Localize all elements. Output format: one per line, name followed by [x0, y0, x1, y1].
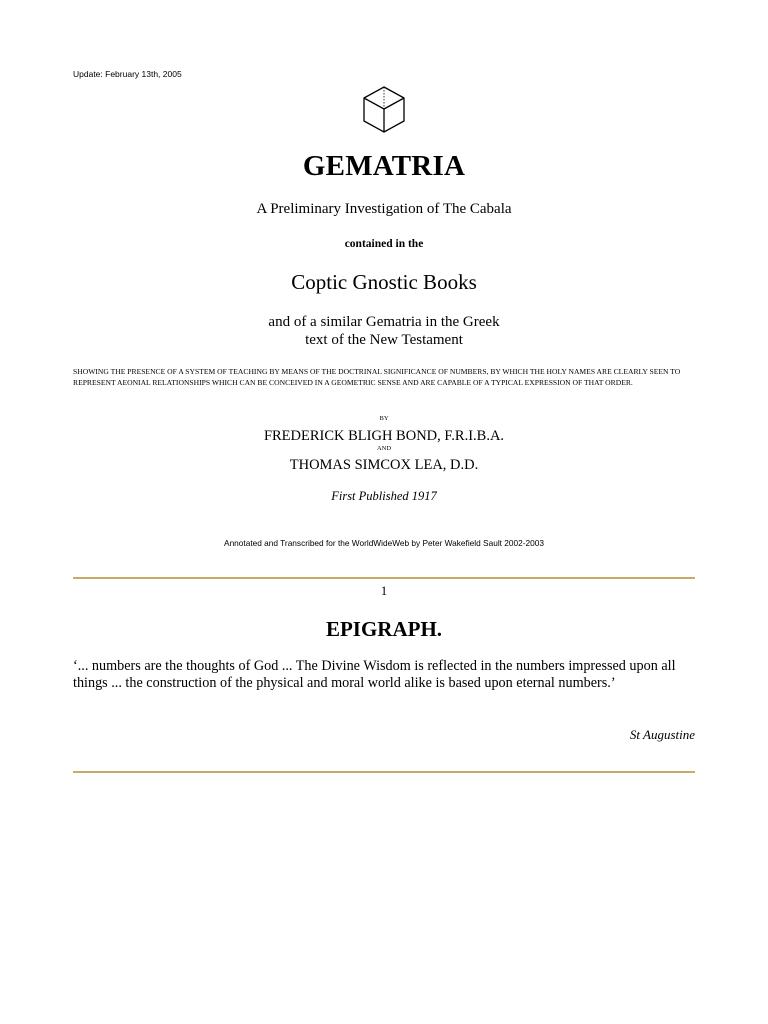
document-title: GEMATRIA [302, 150, 466, 182]
first-published: First Published 1917 [331, 489, 437, 503]
epigraph-attribution: St Augustine [629, 727, 695, 742]
epigraph-quote: ‘... numbers are the thoughts of God ... The Divine Wisdom is reflected in the numbers impressed upon all things ... the construction of the physical and moral world alike is based upon eternal numbers.’ [73, 658, 676, 691]
books-heading: Coptic Gnostic Books [291, 270, 477, 294]
document-page [73, 0, 695, 1024]
showing-description: SHOWING THE PRESENCE OF A SYSTEM OF TEACHING BY MEANS OF THE DOCTRINAL SIGNIFICANCE OF NUMBERS, BY WHICH THE HOLY NAMES ARE CLEARLY SEEN TO REPRESENT AEONIAL RELATIONSHIPS WHICH CAN BE CONCEIVED IN A GEOMETRIC SENSE AND ARE CAPABLE OF A TYPICAL EXPRESSION OF THAT ORDER. [73, 367, 681, 387]
and-label: AND [376, 445, 392, 452]
by-label: BY [379, 415, 389, 422]
similar-line-2: text of the New Testament [305, 332, 463, 348]
page-number: 1 [380, 584, 388, 598]
author-bond: FREDERICK BLIGH BOND, F.R.I.B.A. [263, 428, 505, 444]
author-lea: THOMAS SIMCOX LEA, D.D. [289, 457, 479, 473]
document-subtitle: A Preliminary Investigation of The Cabala [256, 201, 512, 217]
divider-top [73, 577, 695, 579]
similar-gematria [73, 313, 695, 349]
similar-line-1: and of a similar Gematria in the Greek [268, 314, 500, 330]
update-date: Update: February 13th, 2005 [73, 69, 182, 79]
divider-bottom [73, 771, 695, 773]
contained-label: contained in the [344, 238, 424, 250]
annotation-credit: Annotated and Transcribed for the WorldWideWeb by Peter Wakefield Sault 2002-2003 [224, 538, 544, 548]
epigraph-heading: EPIGRAPH. [325, 617, 443, 641]
cube-icon [359, 84, 409, 134]
